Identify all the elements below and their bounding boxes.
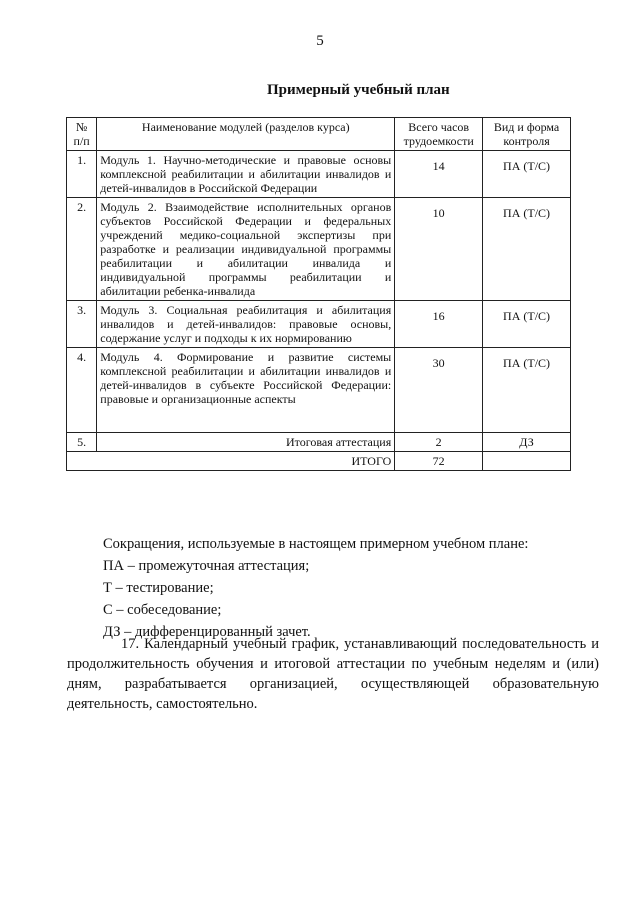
- total-control-empty: [483, 452, 571, 471]
- row-num: 1.: [67, 151, 97, 198]
- header-num: № п/п: [67, 118, 97, 151]
- abbreviations-intro: Сокращения, используемые в настоящем примерном учебном плане:: [103, 536, 529, 552]
- table-total-row: [67, 452, 571, 471]
- row-num: 2.: [67, 198, 97, 301]
- abbreviation-item: С – собеседование;: [103, 602, 222, 618]
- header-control: Вид и форма контроля: [483, 118, 571, 151]
- abbreviation-item: Т – тестирование;: [103, 580, 214, 596]
- table-row: [67, 198, 571, 301]
- row-hours: 14: [395, 151, 483, 198]
- row-name: Модуль 4. Формирование и развитие системы комплексной реабилитации и абилитации инвалидов и детей-инвалидов в субъекте Российской Федерации: правовые и организационные аспекты: [97, 348, 395, 433]
- header-hours: Всего часов трудоемкости: [395, 118, 483, 151]
- row-control: ПА (Т/С): [483, 151, 571, 198]
- table-row: [67, 301, 571, 348]
- row-hours: 16: [395, 301, 483, 348]
- abbreviation-item: ДЗ – дифференцированный зачет.: [103, 624, 311, 640]
- table-row: [67, 348, 571, 433]
- total-hours: 72: [395, 452, 483, 471]
- row-control: ДЗ: [483, 433, 571, 452]
- abbreviations-block: [103, 533, 528, 643]
- row-control: ПА (Т/С): [483, 348, 571, 433]
- total-label: ИТОГО: [67, 452, 395, 471]
- curriculum-table: [66, 117, 571, 471]
- row-hours: 10: [395, 198, 483, 301]
- row-hours: 30: [395, 348, 483, 433]
- table-header-row: [67, 118, 571, 151]
- row-num: 3.: [67, 301, 97, 348]
- page-number: 5: [316, 33, 324, 49]
- row-control: ПА (Т/С): [483, 198, 571, 301]
- paragraph-17: 17. Календарный учебный график, устанавливающий последовательность и продолжительность обучения и итоговой аттестации по учебным неделям и (или) дням, разрабатывается организацией, осуществляющей образовательную деятельность, самостоятельно.: [67, 636, 599, 712]
- header-name: Наименование модулей (разделов курса): [97, 118, 395, 151]
- abbreviation-item: ПА – промежуточная аттестация;: [103, 558, 310, 574]
- row-name: Итоговая аттестация: [97, 433, 395, 452]
- row-num: 5.: [67, 433, 97, 452]
- row-hours: 2: [395, 433, 483, 452]
- row-num: 4.: [67, 348, 97, 433]
- row-name: Модуль 2. Взаимодействие исполнительных органов субъектов Российской Федерации и федеральных учреждений медико-социальной экспертизы при разработке и реализации индивидуальной программы реабилитации и абилитации инвалида и индивидуальной программы реабилитации и абилитации ребенка-инвалида: [97, 198, 395, 301]
- table-row: [67, 433, 571, 452]
- row-control: ПА (Т/С): [483, 301, 571, 348]
- table-row: [67, 151, 571, 198]
- page-title: Примерный учебный план: [267, 82, 450, 98]
- row-name: Модуль 3. Социальная реабилитация и абилитация инвалидов и детей-инвалидов: правовые основы, содержание услуг и подходы к их нормированию: [97, 301, 395, 348]
- row-name: Модуль 1. Научно-методические и правовые основы комплексной реабилитации и абилитации инвалидов и детей-инвалидов в Российской Федерации: [97, 151, 395, 198]
